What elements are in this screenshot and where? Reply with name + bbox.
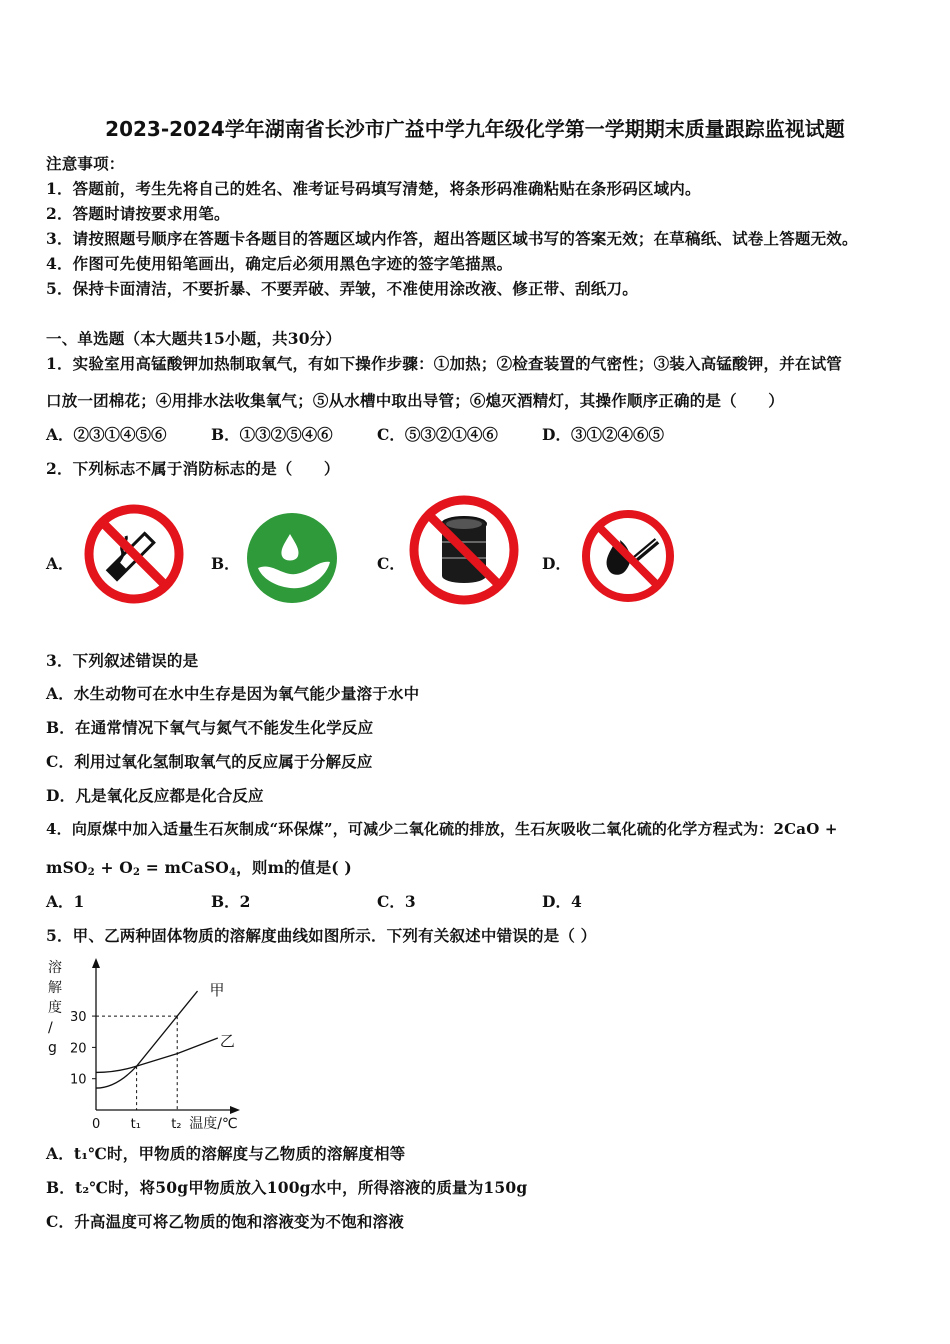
question-2-label-a: A． <box>46 554 74 573</box>
eq-part: ，则m的值是( ) <box>236 858 352 877</box>
notice-item: 3．请按照题号顺序在答题卡各题目的答题区域内作答，超出答题区域书写的答案无效；在草稿纸、试卷上答题无效。 <box>46 229 858 248</box>
question-3-option-a: A．水生动物可在水中生存是因为氧气能少量溶于水中 <box>46 684 420 703</box>
notice-item: 5．保持卡面清洁，不要折暴、不要弄破、弄皱，不准使用涂改液、修正带、刮纸刀。 <box>46 279 638 298</box>
y-tick-label: 20 <box>70 1041 87 1057</box>
x-tick-label: t₂ <box>171 1117 182 1132</box>
no-flammables-sign-icon <box>408 494 520 610</box>
no-smoking-sign-icon <box>82 502 186 610</box>
question-5-option-c: C．升高温度可将乙物质的饱和溶液变为不饱和溶液 <box>46 1212 404 1231</box>
eq-sub: 2 <box>132 867 141 878</box>
chart-ylabel-char: 度 <box>48 1000 62 1016</box>
chart-ylabel-char: 解 <box>48 980 62 996</box>
x-tick-label: t₁ <box>130 1117 141 1132</box>
question-1-stem-cont: 口放一团棉花；④用排水法收集氧气；⑤从水槽中取出导管；⑥熄灭酒精灯，其操作顺序正确的是（ ） <box>46 391 784 410</box>
notice-item: 2．答题时请按要求用笔。 <box>46 204 230 223</box>
origin-label: 0 <box>92 1117 101 1132</box>
question-4-option-c: C．3 <box>377 892 416 911</box>
question-5-option-a: A．t₁℃时，甲物质的溶解度与乙物质的溶解度相等 <box>46 1144 406 1163</box>
question-1-option-c: C．⑤③②①④⑥ <box>377 425 498 444</box>
question-1-option-b: B．①③②⑤④⑥ <box>211 425 333 444</box>
no-open-flame-sign-icon <box>580 508 676 608</box>
eq-part: mSO <box>46 858 88 877</box>
question-4-option-a: A．1 <box>46 892 85 911</box>
y-tick-label: 30 <box>70 1010 87 1026</box>
question-4-option-b: B．2 <box>211 892 251 911</box>
question-2-stem: 2．下列标志不属于消防标志的是（ ） <box>46 459 340 478</box>
question-3-stem: 3．下列叙述错误的是 <box>46 651 199 670</box>
question-1-option-a: A．②③①④⑤⑥ <box>46 425 167 444</box>
x-axis-arrow <box>230 1106 240 1114</box>
y-axis-arrow <box>92 958 100 968</box>
notice-heading: 注意事项： <box>46 154 125 173</box>
question-1-option-d: D．③①②④⑥⑤ <box>542 425 664 444</box>
chart-ylabel-char: g <box>48 1040 57 1056</box>
question-3-option-d: D．凡是氧化反应都是化合反应 <box>46 786 264 805</box>
question-4-option-d: D．4 <box>542 892 582 911</box>
question-1-stem: 1．实验室用高锰酸钾加热制取氧气，有如下操作步骤：①加热；②检查装置的气密性；③装入高锰酸钾，并在试管 <box>46 354 842 373</box>
eq-sub: 4 <box>229 867 237 878</box>
question-4-equation <box>46 856 352 878</box>
page-title: 2023-2024学年湖南省长沙市广益中学九年级化学第一学期期末质量跟踪监视试题 <box>105 117 845 141</box>
series-yi-label: 乙 <box>219 1032 235 1050</box>
water-saving-sign-icon <box>246 512 338 608</box>
eq-part: = mCaSO <box>140 858 229 877</box>
question-3-option-b: B．在通常情况下氧气与氮气不能发生化学反应 <box>46 718 374 737</box>
question-3-option-c: C．利用过氧化氢制取氧气的反应属于分解反应 <box>46 752 373 771</box>
chart-ylabel <box>48 959 62 1056</box>
question-2-label-d: D． <box>542 554 571 573</box>
question-2-label-c: C． <box>377 554 405 573</box>
series-yi-line <box>96 1038 218 1072</box>
chart-ylabel-char: 溶 <box>48 960 62 976</box>
section-heading: 一、单选题（本大题共15小题，共30分） <box>46 329 342 348</box>
question-2-label-b: B． <box>211 554 240 573</box>
question-4-stem: 4．向原煤中加入适量生石灰制成“环保煤”，可减少二氧化硫的排放，生石灰吸收二氧化硫的化学方程式为：2CaO + <box>46 820 838 838</box>
notice-item: 1．答题前，考生先将自己的姓名、准考证号码填写清楚，将条形码准确粘贴在条形码区域内。 <box>46 179 701 198</box>
chart-ylabel-char: / <box>48 1020 53 1036</box>
solubility-chart <box>40 952 250 1136</box>
chart-xlabel: 温度/℃ <box>189 1116 238 1132</box>
notice-item: 4．作图可先使用铅笔画出，确定后必须用黑色字迹的签字笔描黑。 <box>46 254 513 273</box>
series-jia-label: 甲 <box>209 981 225 1000</box>
y-tick-label: 10 <box>70 1072 87 1088</box>
eq-sub: 2 <box>87 867 95 878</box>
series-jia-line <box>96 991 198 1088</box>
question-5-stem: 5．甲、乙两种固体物质的溶解度曲线如图所示．下列有关叙述中错误的是（ ） <box>46 926 597 945</box>
question-5-option-b: B．t₂℃时，将50g甲物质放入100g水中，所得溶液的质量为150g <box>46 1178 528 1197</box>
eq-part: + O <box>94 858 133 877</box>
